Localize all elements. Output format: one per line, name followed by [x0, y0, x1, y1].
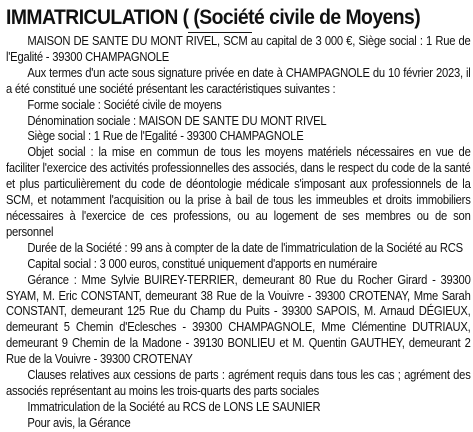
paragraph-deed: Aux termes d'un acte sous signature privée en date à CHAMPAGNOLE du 10 février 2023, il a été constitué une société présentant les caractéristiques suivantes : [6, 65, 471, 96]
paragraph-company-name: Dénomination sociale : MAISON DE SANTE DU MONT RIVEL [27, 113, 327, 128]
notice-body [6, 34, 471, 432]
title-underline [188, 32, 252, 33]
paragraph-registration: Immatriculation de la Société au RCS de LONS LE SAUNIER [27, 399, 321, 414]
paragraph-legal-form: Forme sociale : Société civile de moyens [27, 97, 222, 112]
paragraph-share-transfer: Clauses relatives aux cessions de parts : agrément requis dans tous les cas ; agrément des associés représentant au moins les trois-quarts des parts sociales [6, 368, 471, 398]
paragraph-corporate-purpose: Objet social : la mise en commun de tous les moyens matériels nécessaires en vue de faciliter l'exercice des activités professionnelles des associés, dans le respect du code de la santé et plus particulièrement du code de déontologie médicale s'imposant aux professionnels de la SCM, et notamment l'acquisition ou la prise à bail de tous les immeubles et droits immobiliers nécessaires à l'exercice de ces professions, ou au logement de ses membres ou de son personnel [6, 145, 471, 239]
paragraph-company-header: MAISON DE SANTE DU MONT RIVEL, SCM au capital de 3 000 €, Siège social : 1 Rue de l'Egalité - 39300 CHAMPAGNOLE [6, 34, 471, 64]
notice-title: IMMATRICULATION ( (Société civile de Moyens) [6, 5, 421, 29]
paragraph-duration: Durée de la Société : 99 ans à compter de la date de l'immatriculation de la Société au RCS [27, 240, 463, 255]
paragraph-management: Gérance : Mme Sylvie BUIREY-TERRIER, demeurant 80 Rue du Rocher Girard - 39300 SYAM, M. Eric CONSTANT, demeurant 38 Rue de la Vouivre - 39300 CROTENAY, Mme Sarah CONSTANT, demeurant 125 Rue du Champ du Puits - 39300 SAPOIS, M. Arnaud DÉGIEUX, demeurant 5 Chemin d'Eclesches - 39300 CHAMPAGNOLE, Mme Clémentine DUTRIAUX, demeurant 9 Chemin de la Madone - 39130 BONLIEU et M. Quentin GAUTHEY, demeurant 2 Rue de la Vouivre - 39300 CROTENAY [6, 272, 471, 367]
paragraph-registered-office: Siège social : 1 Rue de l'Egalité - 39300 CHAMPAGNOLE [27, 129, 304, 144]
paragraph-signature: Pour avis, la Gérance [27, 415, 131, 430]
paragraph-share-capital: Capital social : 3 000 euros, constitué uniquement d'apports en numéraire [27, 256, 378, 271]
